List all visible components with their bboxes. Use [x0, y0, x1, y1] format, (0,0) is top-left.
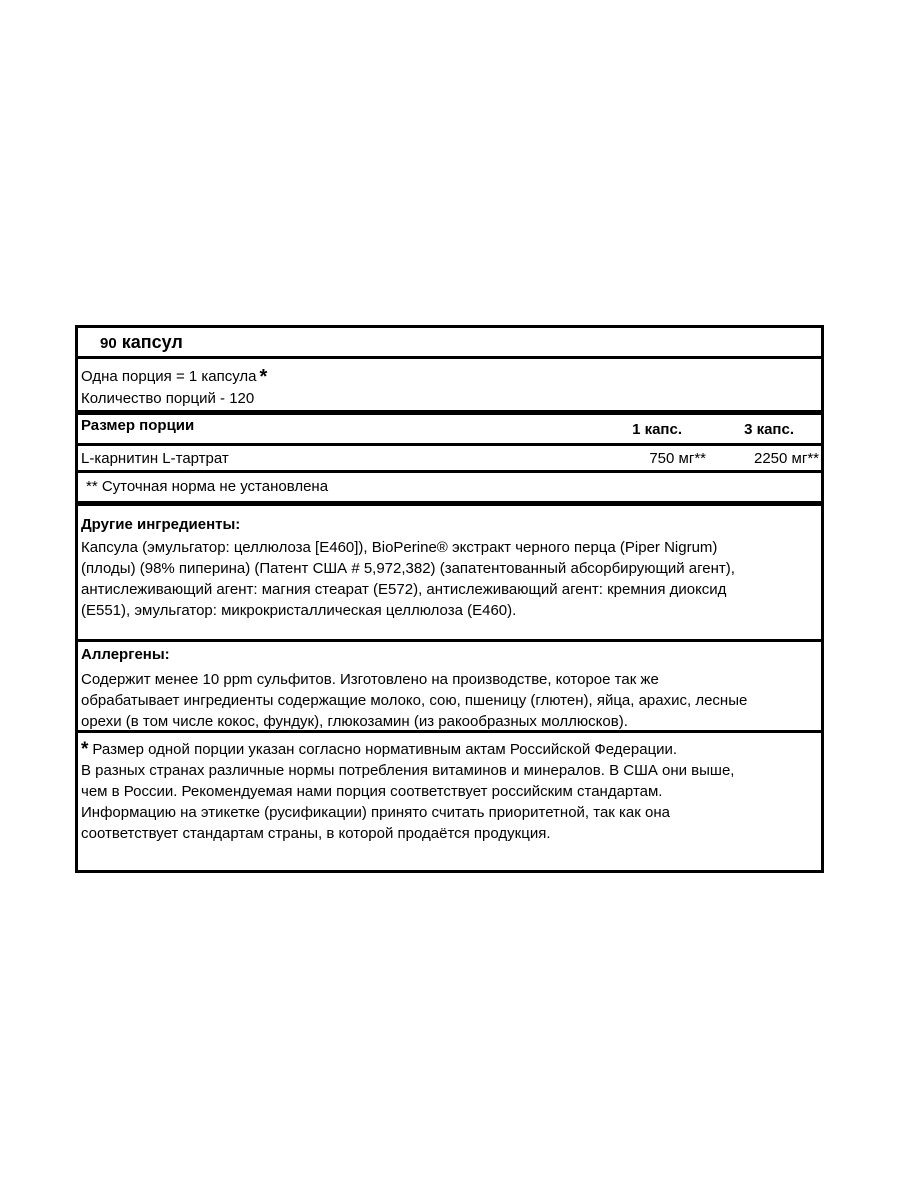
- other-ingredients-title: Другие ингредиенты:: [81, 516, 241, 533]
- footnote-first-line: Размер одной порции указан согласно нормативным актам Российской Федерации.: [92, 741, 678, 758]
- footnote-section: [78, 733, 821, 873]
- ingredient-name: L-карнитин L-тартрат: [81, 450, 229, 467]
- daily-value-note: ** Суточная норма не установлена: [86, 478, 329, 495]
- serving-info: [78, 359, 821, 415]
- other-ingredients-section: [78, 506, 821, 642]
- daily-value-note-row: [78, 473, 821, 506]
- ingredient-value-2: 2250 мг**: [754, 450, 819, 467]
- footnote-asterisk: *: [81, 739, 89, 760]
- serving-size-header: Размер порции: [81, 417, 195, 434]
- other-ingredients-text: Капсула (эмульгатор: целлюлоза [E460]), BioPerine® экстракт черного перца (Piper Nigrum) (плоды) (98% пиперина) (Патент США # 5,972,382) (запатентованный абсорбирующий агент), антислеживающий агент: магния стеарат (E572), антислеживающий агент: кремния диоксид (E551), эмульгатор: микрокристаллическая целлюлоза (E460).: [81, 539, 735, 619]
- column-2-header: 3 капс.: [744, 421, 794, 438]
- table-row: [78, 446, 821, 473]
- footnote-text-block: [81, 739, 818, 844]
- product-title: [100, 332, 183, 353]
- servings-per-container: Количество порций - 120: [81, 390, 255, 407]
- column-1-header: 1 капс.: [632, 421, 682, 438]
- capsule-unit: капсул: [121, 332, 183, 352]
- footnote-text: В разных странах различные нормы потребления витаминов и минералов. В США они выше, чем в России. Рекомендуемая нами порция соответствует российским стандартам. Информацию на этикетке (русификации) принято считать приоритетной, так как она соответствует стандартам страны, в которой продаётся продукция.: [81, 762, 735, 842]
- allergens-text: Содержит менее 10 ppm сульфитов. Изготовлено на производстве, которое так же обрабатывает ингредиенты содержащие молоко, сою, пшеницу (глютен), яйца, арахис, лесные орехи (в том числе кокос, фундук), глюкозамин (из ракообразных моллюсков).: [81, 671, 748, 730]
- serving-size-line: [81, 366, 267, 388]
- serving-size-text: Одна порция = 1 капсула: [81, 368, 257, 385]
- serving-asterisk: *: [259, 366, 268, 388]
- capsule-count: 90: [100, 335, 117, 352]
- table-header-row: [78, 415, 821, 446]
- supplement-facts-label: [75, 325, 824, 873]
- ingredient-value-1: 750 мг**: [649, 450, 706, 467]
- title-row: [78, 328, 821, 359]
- allergens-section: [78, 642, 821, 733]
- allergens-title: Аллергены:: [81, 646, 170, 663]
